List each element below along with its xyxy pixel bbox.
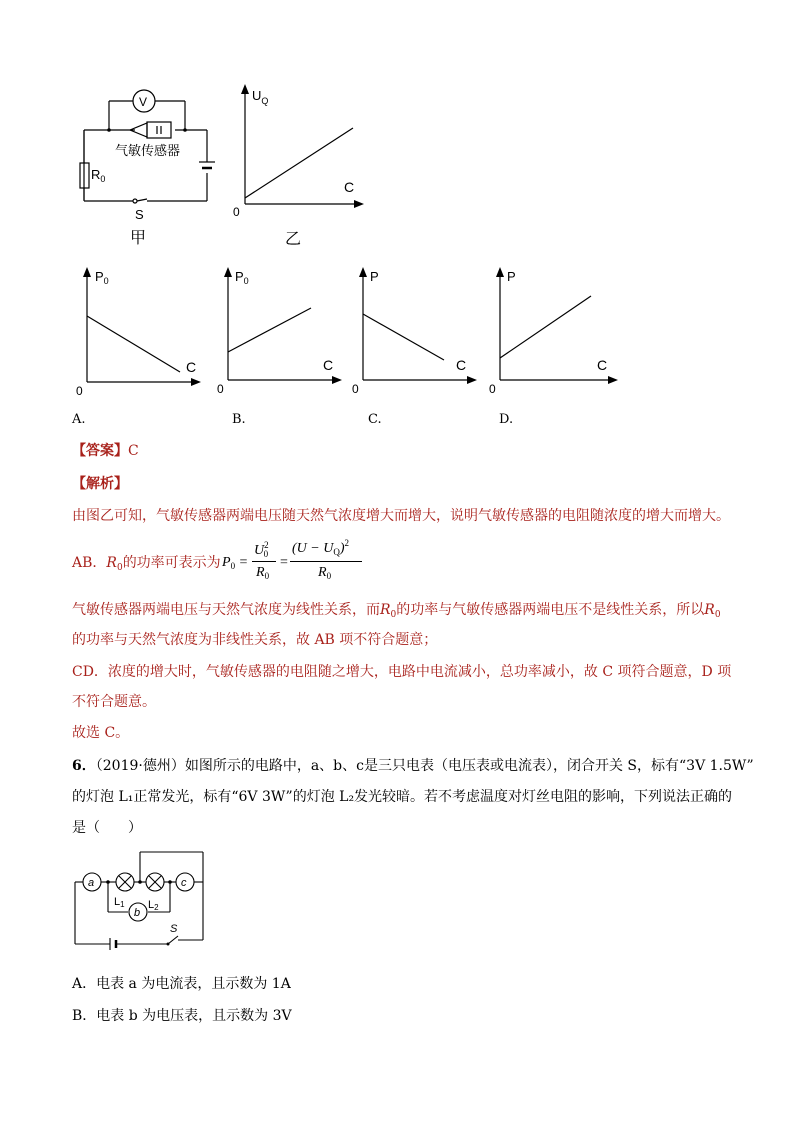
question6-option-b[interactable]: B．电表 b 为电压表，且示数为 3V xyxy=(72,1008,292,1024)
yi-origin: 0 xyxy=(233,205,240,219)
analysis-line-1: 由图乙可知，气敏传感器两端电压随天然气浓度增大而增大，说明气敏传感器的电阻随浓度的增大而增大。 xyxy=(72,508,730,524)
answer-label: 【答案】 xyxy=(72,443,128,459)
voltmeter-label: V xyxy=(139,95,148,109)
svg-text:0: 0 xyxy=(217,382,224,396)
option-letter-c: C. xyxy=(368,412,382,427)
svg-text:C: C xyxy=(323,357,334,373)
option-letter-a: A. xyxy=(72,412,86,427)
svg-text:0: 0 xyxy=(76,384,83,398)
lamp-l2-label: L2 xyxy=(148,899,159,912)
analysis-line-7: 故选 C。 xyxy=(72,725,130,741)
meter-b-label: b xyxy=(134,907,141,919)
question6-line-1: 6．（2019·德州）如图所示的电路中，a、b、c是三只电表（电压表或电流表），闭合开关 S，标有“3V 1.5W” xyxy=(72,758,754,774)
power-formula: $P_0$ = $U^2_0$ $R_0$ = $(U - U_Q)^2$ $R_0$ xyxy=(222,538,372,588)
analysis-line-5: CD．浓度的增大时，气敏传感器的电阻随之增大，电路中电流减小，总功率减小，故 C 项符合题意，D 项 xyxy=(72,664,732,680)
svg-text:P: P xyxy=(370,269,379,284)
option-letter-d: D. xyxy=(499,412,514,427)
svg-text:P0: $P_0$ xyxy=(235,269,249,286)
question6-option-a[interactable]: A．电表 a 为电流表，且示数为 1A xyxy=(72,976,291,992)
svg-text:P: P xyxy=(507,269,516,284)
yi-data-line xyxy=(245,128,353,198)
lamp-l1-label: L1 xyxy=(114,896,125,909)
svg-text:0: 0 xyxy=(352,382,359,396)
resistor-label: $R_0$ xyxy=(91,167,106,184)
analysis-line-3: 气敏传感器两端电压与天然气浓度为线性关系，而$R_0$的功率与气敏传感器两端电压不是线性关系，所以$R_0$ xyxy=(72,602,721,620)
analysis-label: 【解析】 xyxy=(72,476,128,492)
figure-yi-graph xyxy=(228,80,373,250)
option-graph-d xyxy=(485,262,625,402)
question-number: 6． xyxy=(72,758,96,774)
svg-text:P0: $P_0$ xyxy=(95,269,109,286)
analysis-ab-line: AB．$R_0$的功率可表示为 xyxy=(72,555,221,573)
caption-yi: 乙 xyxy=(285,231,302,248)
analysis-line-6: 不符合题意。 xyxy=(72,694,156,710)
sensor-label: 气敏传感器 xyxy=(115,143,181,158)
switch-s-label: S xyxy=(170,923,178,935)
question6-line-3: 是（ ） xyxy=(72,820,142,836)
answer-value: C xyxy=(128,443,139,459)
yi-xlabel: C xyxy=(344,179,355,195)
meter-c-label: c xyxy=(181,877,187,889)
svg-text:0: 0 xyxy=(489,382,496,396)
answer-line xyxy=(72,441,139,461)
caption-jia: 甲 xyxy=(130,230,147,247)
svg-text:C: C xyxy=(186,359,197,375)
meter-a-label: a xyxy=(88,877,95,889)
option-graph-c xyxy=(348,262,483,402)
svg-text:C: C xyxy=(597,357,608,373)
switch-label: S xyxy=(135,207,144,222)
option-graph-a xyxy=(72,262,207,402)
svg-text:C: C xyxy=(456,357,467,373)
question6-circuit xyxy=(70,848,210,953)
option-letter-b: B. xyxy=(232,412,246,427)
yi-ylabel: $U_Q$ xyxy=(252,88,269,106)
question6-line-2: 的灯泡 L₁正常发光，标有“6V 3W”的灯泡 L₂发光较暗。若不考虑温度对灯丝电阻的影响，下列说法正确的 xyxy=(72,789,733,805)
option-graph-b xyxy=(213,262,348,402)
figure-jia-circuit xyxy=(75,85,225,250)
analysis-line-4: 的功率与天然气浓度为非线性关系，故 AB 项不符合题意； xyxy=(72,632,438,648)
